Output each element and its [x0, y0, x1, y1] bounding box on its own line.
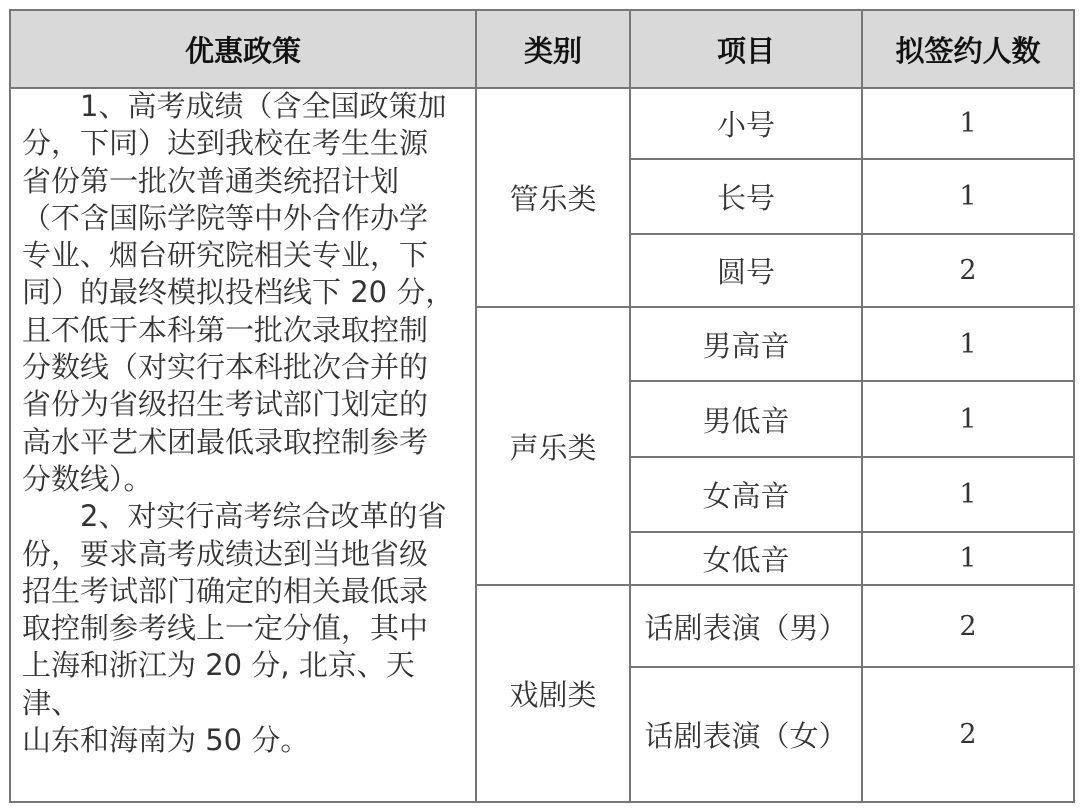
- count-cell: 2: [959, 610, 977, 642]
- count-cell: 1: [959, 403, 977, 435]
- policy-text: [22, 88, 470, 759]
- category-vocal: 声乐类: [509, 430, 597, 465]
- header-count: 拟签约人数: [862, 10, 1074, 88]
- item-cell: 男高音: [702, 328, 790, 363]
- count-cell: 1: [959, 181, 977, 212]
- count-cell: 1: [959, 479, 977, 510]
- policy-paragraph-1: 1、高考成绩（含全国政策加 分，下同）达到我校在考生生源 省份第一批次普通类统招计划 （不含国际学院等中外合作办学 专业、烟台研究院相关专业，下 同）的最终模拟投档线下 20 分， 且不低于本科第一批次录取控制 分数线（对实行本科批次合并的 省份为省级招生考试部门划定的 高水平艺术团最低录取控制参考 分数线）。: [22, 89, 455, 496]
- border-top: [9, 9, 1075, 11]
- item-cell: 话剧表演（女）: [644, 719, 848, 753]
- header-policy: 优惠政策: [10, 10, 476, 88]
- count-cell: 2: [959, 719, 977, 750]
- count-cell: 1: [959, 328, 977, 360]
- header-item: 项目: [630, 10, 862, 88]
- item-cell: 女高音: [702, 479, 790, 513]
- policy-paragraph-2: 2、对实行高考综合改革的省 份，要求高考成绩达到当地省级 招生考试部门确定的相关最低录 取控制参考线上一定分值，其中 上海和浙江为 20 分, 北京、天津、 山东和海南为 50 分。: [22, 499, 447, 758]
- count-cell: 2: [959, 255, 977, 286]
- category-wind: 管乐类: [509, 182, 597, 216]
- item-cell: 男低音: [702, 403, 790, 438]
- count-cell: 1: [959, 543, 977, 574]
- border-left: [9, 9, 11, 803]
- item-cell: 女低音: [702, 543, 790, 577]
- item-cell: 小号: [716, 108, 775, 142]
- header-category: 类别: [476, 10, 630, 88]
- item-cell: 话剧表演（男）: [644, 610, 848, 645]
- item-cell: 圆号: [716, 255, 775, 289]
- count-cell: 1: [959, 108, 977, 139]
- category-drama: 戏剧类: [509, 678, 597, 712]
- item-cell: 长号: [716, 181, 775, 215]
